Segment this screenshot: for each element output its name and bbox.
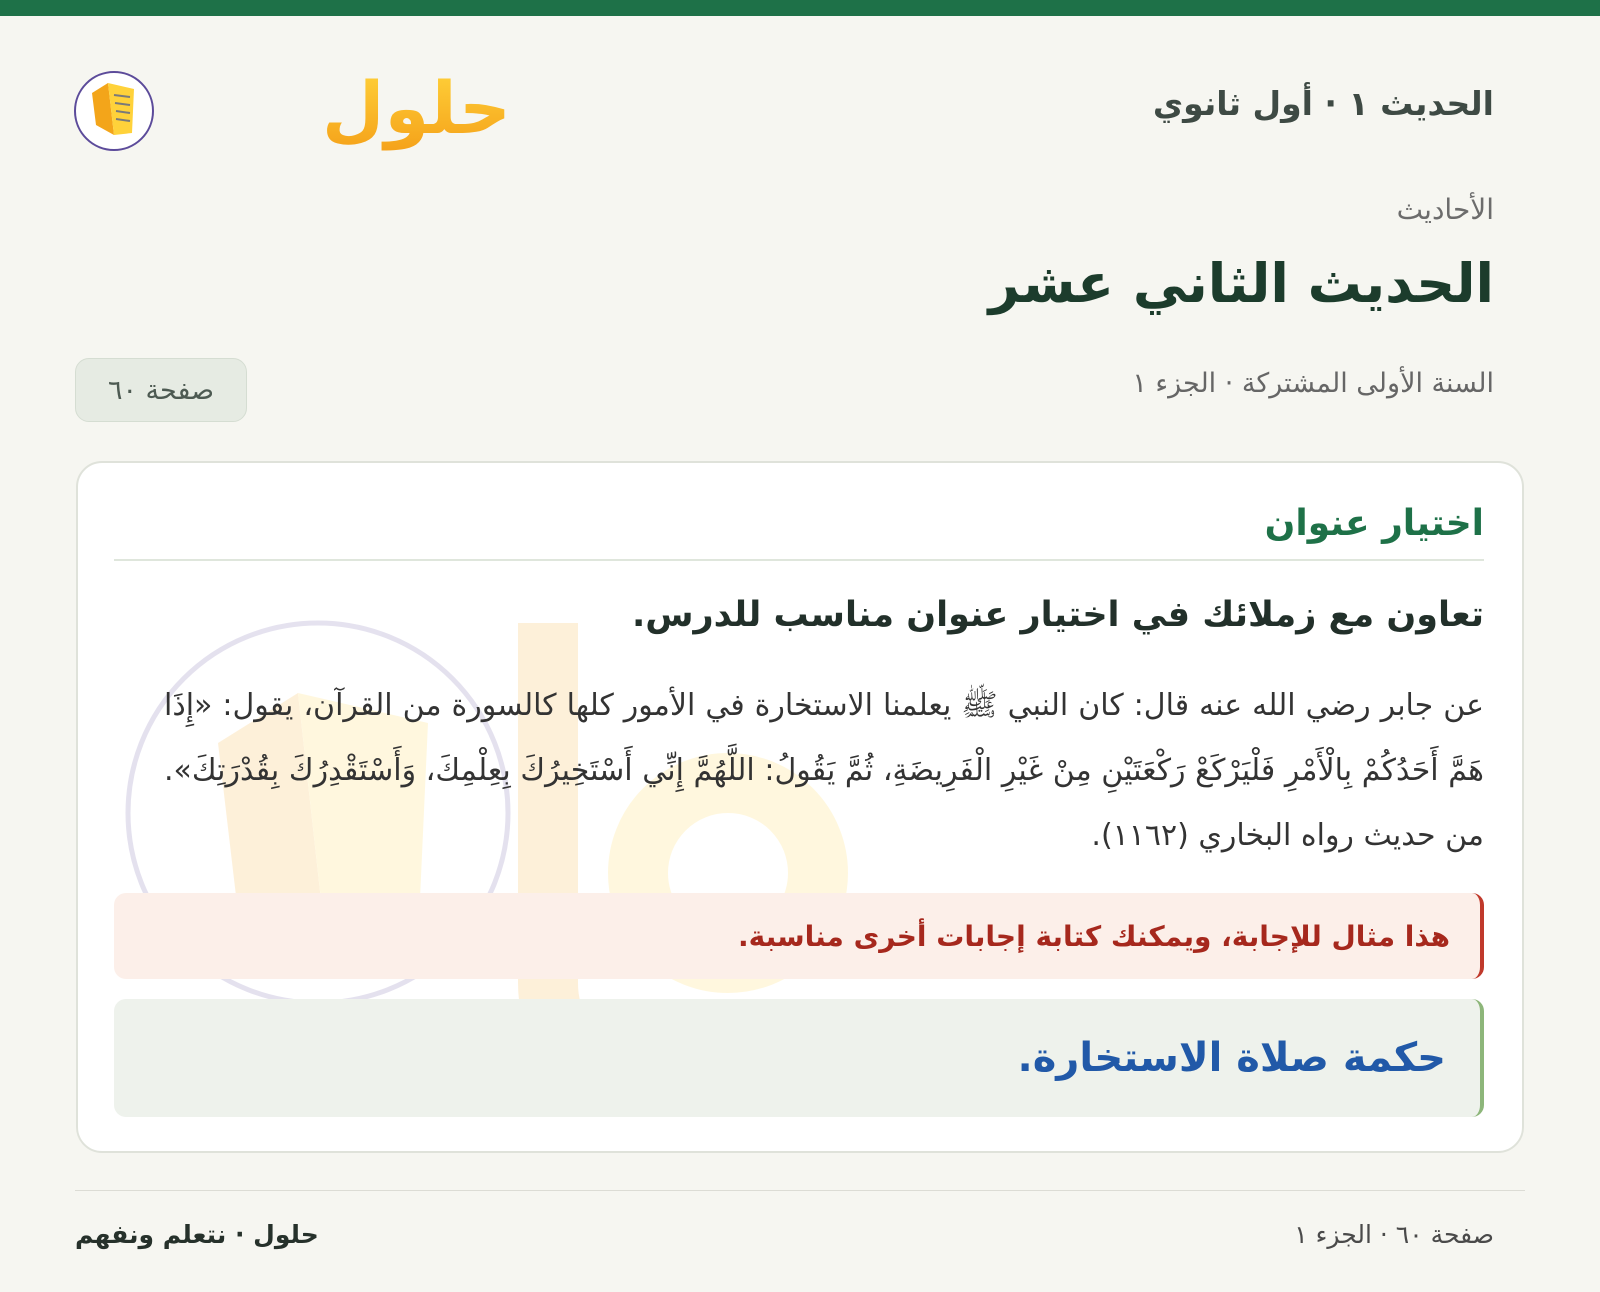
footer-brand[interactable]: حلول · نتعلم ونفهم	[75, 1220, 319, 1249]
answer-text: حكمة صلاة الاستخارة.	[1017, 1035, 1446, 1081]
page-badge: صفحة ٦٠	[75, 358, 247, 422]
exercise-card	[76, 461, 1524, 1153]
breadcrumb-subject[interactable]: الأحاديث	[1396, 193, 1494, 226]
card-divider	[114, 559, 1484, 561]
exercise-instruction: تعاون مع زملائك في اختيار عنوان مناسب للدرس.	[631, 595, 1484, 635]
site-logo[interactable]	[74, 55, 511, 157]
example-note-text: هذا مثال للإجابة، ويمكنك كتابة إجابات أخرى مناسبة.	[738, 919, 1450, 953]
top-accent-bar	[0, 0, 1600, 16]
card-title: اختيار عنوان	[1264, 503, 1484, 544]
hadith-text: عن جابر رضي الله عنه قال: كان النبي ﷺ يعلمنا الاستخارة في الأمور كلها كالسورة من القرآن، يقول: «إِذَا هَمَّ أَحَدُكُمْ بِالْأَمْرِ فَلْيَرْكَعْ رَكْعَتَيْنِ مِنْ غَيْرِ الْفَرِيضَةِ، ثُمَّ يَقُولُ: اللَّهُمَّ إِنِّي أَسْتَخِيرُكَ بِعِلْمِكَ، وَأَسْتَقْدِرُكَ بِقُدْرَتِكَ». من حديث رواه البخاري (١١٦٢).	[164, 688, 1484, 853]
lesson-meta: السنة الأولى المشتركة · الجزء ١	[1132, 368, 1494, 399]
footer-divider	[75, 1190, 1525, 1191]
lesson-title: الحديث الثاني عشر	[988, 252, 1494, 315]
logo-text: حلول	[322, 66, 511, 150]
footer-page-info: صفحة ٦٠ · الجزء ١	[1294, 1220, 1494, 1249]
page-header-title: الحديث ١ · أول ثانوي	[1152, 84, 1494, 123]
answer-box	[114, 999, 1484, 1117]
example-note	[114, 893, 1484, 979]
